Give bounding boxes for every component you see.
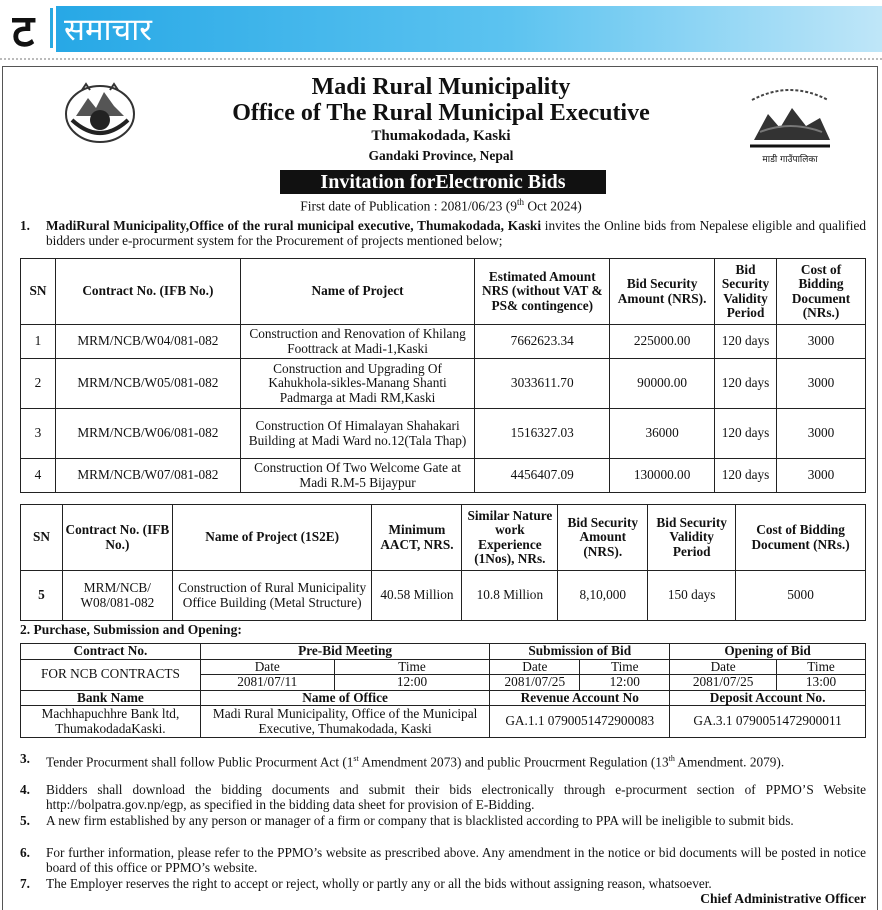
publication-date: First date of Publication : 2081/06/23 (9th Oct 2024) <box>300 197 582 214</box>
masthead <box>0 0 882 60</box>
paragraph-1: 1. MadiRural Municipality,Office of the rural municipal executive, Thumakodada, Kaski invites the Online bids from Nepalese eligible and qualified bidders under e-procurment system for the Procurement of projects mentioned below; <box>20 218 867 248</box>
masthead-separator <box>50 8 53 48</box>
table-header-row: Bank Name Name of Office Revenue Account No Deposit Account No. <box>21 690 866 706</box>
table-header-row: Contract No. Pre-Bid Meeting Submission of Bid Opening of Bid <box>21 644 866 660</box>
bids-table <box>20 258 866 493</box>
office-name: Office of The Rural Municipal Executive <box>232 100 650 126</box>
table-row: 3 MRM/NCB/W06/081-082 Construction Of Himalayan Shahakari Building at Madi Ward no.12(Tala Thap) 1516327.03 36000 120 days 3000 <box>21 409 866 459</box>
municipality-name: Madi Rural Municipality <box>311 74 571 100</box>
table-row: 1 MRM/NCB/W04/081-082 Construction and Renovation of Khilang Foottrack at Madi-1,Kaski 7662623.34 225000.00 120 days 3000 <box>21 325 866 359</box>
newspaper-logo-icon <box>12 6 52 52</box>
office-address: Thumakodada, Kaski <box>371 128 511 144</box>
table-row: 2 MRM/NCB/W05/081-082 Construction and Upgrading Of Kahukhola-sikles-Manang Shanti Padmarga at Madi RM,Kaski 3033611.70 90000.00 120 days 3000 <box>21 359 866 409</box>
svg-text:ट: ट <box>12 6 35 52</box>
paragraph-6: 6. For further information, please refer to the PPMO’s website as prescribed above. Any amendment in the notice or bid documents will be posted in notice board of this office or PPMO’s website. <box>20 845 866 875</box>
table-row: Machhapuchhre Bank ltd, ThumakodadaKaski. Madi Rural Municipality, Office of the Municipal Executive, Thumakodada, Kaski GA.1.1 0790051472900083 GA.3.1 0790051472900011 <box>21 706 866 738</box>
table-header-row: SN Contract No. (IFB No.) Name of Project Estimated Amount NRS (without VAT & PS& contingence) Bid Security Amount (NRS). Bid Security Validity Period Cost of Bidding Document (NRs.) <box>21 259 866 325</box>
paragraph-4: 4. Bidders shall download the bidding documents and submit their bids electronically through e-procurment section of PPMO’S Website http://bolpatra.gov.np/egp, as specified in the bidding data sheet for provision of E-Bidding. <box>20 782 866 812</box>
province: Gandaki Province, Nepal <box>368 148 514 163</box>
table-subheader-row: FOR NCB CONTRACTS Date Time Date Time Date Time <box>21 659 866 675</box>
masthead-band <box>56 6 882 52</box>
table-row: 4 MRM/NCB/W07/081-082 Construction Of Two Welcome Gate at Madi R.M-5 Bijaypur 4456407.09 130000.00 120 days 3000 <box>21 459 866 493</box>
bids-table-1s2e <box>20 504 866 621</box>
table-header-row: SN Contract No. (IFB No.) Name of Project (1S2E) Minimum AACT, NRS. Similar Nature work Experience (1Nos), NRs. Bid Security Amount (NRS). Bid Security Validity Period Cost of Bidding Document (NRs.) <box>21 505 866 571</box>
invitation-banner: Invitation forElectronic Bids <box>280 170 606 194</box>
signature: Chief Administrative Officer <box>700 891 866 906</box>
table-row: 5 MRM/NCB/ W08/081-082 Construction of Rural Municipality Office Building (Metal Structure) 40.58 Million 10.8 Million 8,10,000 150 days 5000 <box>21 571 866 621</box>
paragraph-7: 7. The Employer reserves the right to accept or reject, wholly or partly any or all the bids without assigning reason, whatsoever. <box>20 876 712 891</box>
section-title: समाचार <box>64 12 152 48</box>
schedule-table <box>20 643 866 738</box>
paragraph-3: 3. Tender Procurment shall follow Public Procurment Act (1st Amendment 2073) and public Proucrment Regulation (13th Amendment. 2079). <box>20 751 785 770</box>
svg-text:माडी गाउँपालिका: माडी गाउँपालिका <box>762 155 818 165</box>
table-row: 2081/07/11 12:00 2081/07/25 12:00 2081/07/25 13:00 <box>21 675 866 691</box>
section-2-heading: 2. Purchase, Submission and Opening: <box>20 622 242 637</box>
paragraph-5: 5. A new firm established by any person or manager of a firm or company that is blacklisted according to PPA will be ineligible to submit bids. <box>20 813 794 828</box>
